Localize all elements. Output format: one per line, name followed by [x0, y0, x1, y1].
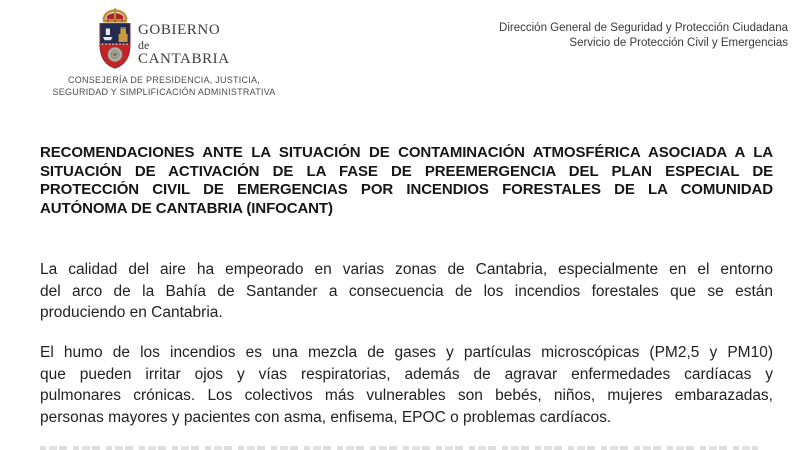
paragraph-line: pulmonares crónicas. Los colectivos más vulnerables son bebés, niños, mujeres embarazadas, [40, 387, 773, 405]
office-line2: Servicio de Protección Civil y Emergencias [569, 37, 788, 49]
government-name-line3: CANTABRIA [138, 51, 230, 67]
paragraph-line: personas mayores y pacientes con asma, enfisema, EPOC o problemas cardíacos. [40, 409, 612, 427]
government-name-line2: de [138, 38, 150, 52]
title-line: SITUACIÓN DE ACTIVACIÓN DE LA FASE DE PREEMERGENCIA DEL PLAN ESPECIAL DE [40, 162, 773, 180]
paragraph-line: del arco de la Bahía de Santander a consecuencia de los incendios forestales que se están [40, 282, 773, 300]
paragraph-line: que pueden irritar ojos y vías respiratorias, además de agravar enfermedades cardíacas y [40, 365, 773, 383]
paragraph-smoke-effects [40, 342, 773, 429]
title-line: RECOMENDACIONES ANTE LA SITUACIÓN DE CONTAMINACIÓN ATMOSFÉRICA ASOCIADA A LA [40, 144, 773, 161]
paragraph-line: El humo de los incendios es una mezcla de gases y partículas microscópicas (PM2,5 y PM10) [40, 344, 773, 361]
title-line: AUTÓNOMA DE CANTABRIA (INFOCANT) [40, 199, 333, 217]
paragraph-line: produciendo en Cantabria. [40, 304, 223, 322]
department-line1: CONSEJERÍA DE PRESIDENCIA, JUSTICIA, [67, 75, 261, 85]
cutoff-text-line [40, 446, 758, 450]
government-name [138, 23, 230, 68]
crown-icon [103, 8, 128, 22]
paragraph-line: La calidad del aire ha empeorado en varias zonas de Cantabria, especialmente en el entorno [40, 261, 773, 278]
document-title [40, 144, 773, 218]
office-line1: Dirección General de Seguridad y Protección Ciudadana [499, 22, 788, 34]
shield-icon [100, 24, 130, 70]
stele-icon [108, 47, 122, 61]
coat-of-arms-emblem [96, 7, 134, 69]
paragraph-air-quality [40, 259, 773, 324]
department-line2: SEGURIDAD Y SIMPLIFICACIÓN ADMINISTRATIVA [52, 86, 276, 97]
chain-icon [100, 43, 130, 46]
title-line: PROTECCIÓN CIVIL DE EMERGENCIAS POR INCENDIOS FORESTALES DE LA COMUNIDAD [40, 181, 773, 198]
government-name-line1: GOBIERNO [138, 22, 221, 38]
office-name [499, 21, 788, 51]
department-name [18, 75, 310, 98]
